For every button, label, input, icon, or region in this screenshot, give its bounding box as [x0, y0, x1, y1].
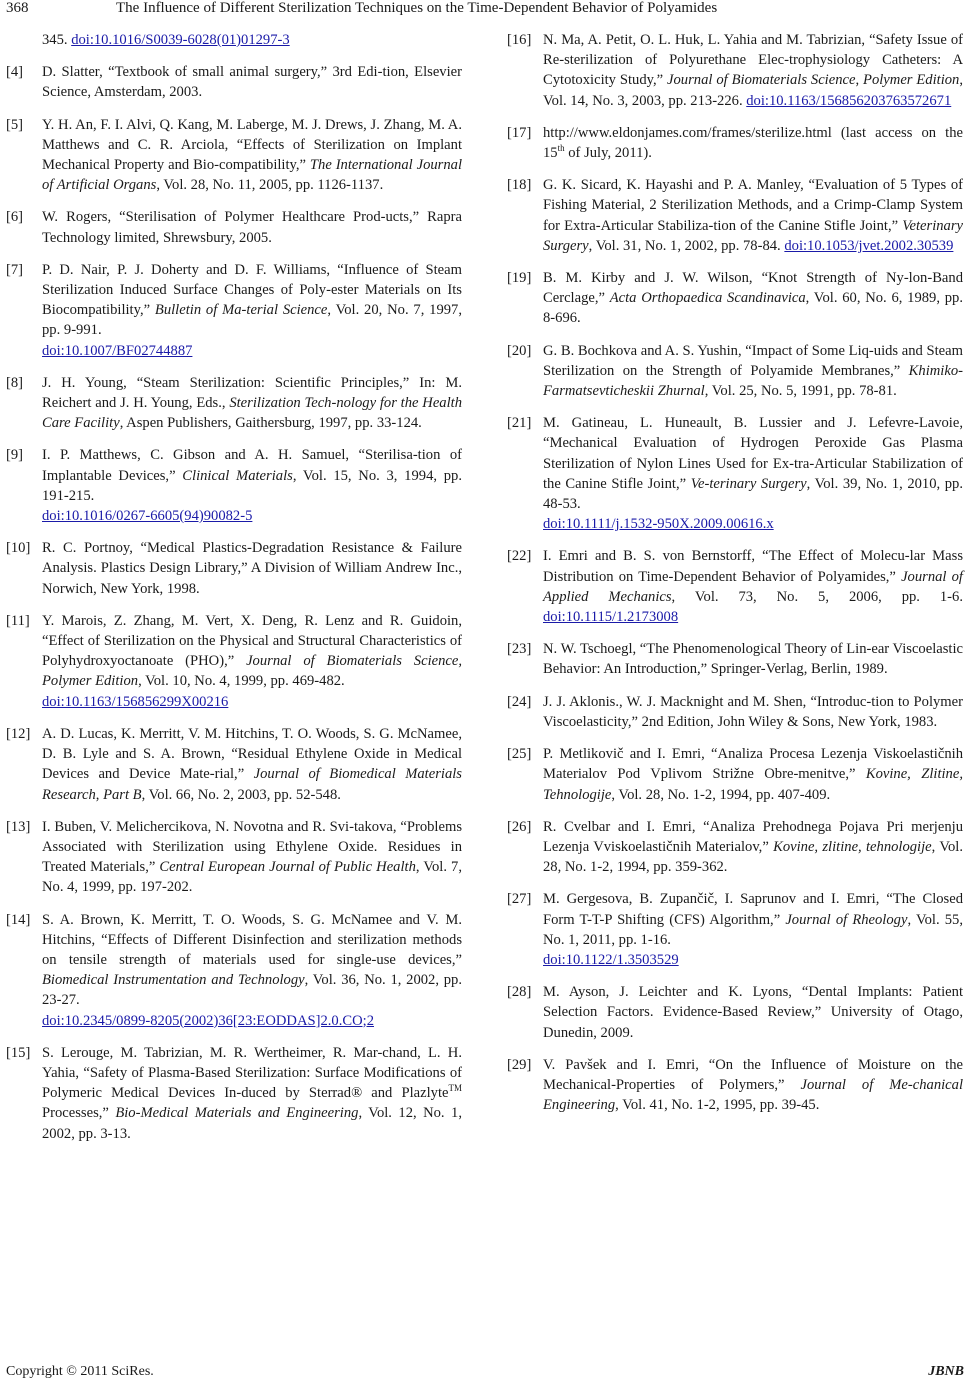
- journal-title: Bio-Medical Materials and Engineering: [115, 1105, 359, 1122]
- reference-text: M. Gergesova, B. Zupančič, I. Saprunov and I. Emri, “The Closed Form T-T-P Shifting (CFS) Algorithm,”: [543, 891, 963, 928]
- reference-text: , Vol. 28, No. 1-2, 1994, pp. 359-362.: [543, 838, 963, 876]
- reference-text: A. D. Lucas, K. Merritt, V. M. Hitchins, T. O. Woods, S. G. McNamee, D. B. Lyle and S. A. Brown, “Residual Ethylene Oxide in Medical Devices and Device Mate-rial,”: [42, 725, 462, 783]
- reference-text: G. B. Bochkova and A. S. Yushin, “Impact of Some Liq-uids and Steam Sterilization on the Strength of Polyamide Membranes,”: [543, 342, 963, 379]
- reference-15: [6, 1043, 462, 1144]
- reference-23: [507, 639, 963, 679]
- reference-text: P. Metlikovič and I. Emri, “Analiza Procesa Lezenja Viskoelastičnih Materialov Pod Vplivom Strižne Obre-menitve,”: [543, 746, 963, 783]
- reference-4: [6, 62, 462, 102]
- journal-part: Part B: [103, 786, 142, 803]
- reference-5: [6, 115, 462, 196]
- reference-number: [11]: [6, 612, 30, 629]
- reference-text: , Vol. 15, No. 3, 1994, pp. 191-215.: [42, 467, 462, 504]
- reference-text: I. Buben, V. Melichercikova, N. Novotna and R. Svi-takova, “Problems Associated with Sterilization using Ethylene Oxide. Residues in Treated Materials,”: [42, 818, 462, 876]
- reference-14: [6, 910, 462, 1031]
- reference-10: [6, 538, 462, 599]
- reference-26: [507, 817, 963, 878]
- journal-title: Acta Orthopaedica Scandinavica: [609, 290, 806, 307]
- doi-link[interactable]: doi:10.1053/jvet.2002.30539: [784, 237, 954, 254]
- reference-number: [16]: [507, 32, 532, 48]
- reference-number: [21]: [507, 415, 532, 432]
- journal-title: Journal of Biomaterials Science, Polymer Edition: [42, 653, 462, 690]
- journal-title: Bulletin of Ma-terial Science: [154, 302, 328, 319]
- journal-title: The International Journal of Artificial Organs: [42, 157, 462, 194]
- reference-text: , Vol. 28, No. 11, 2005, pp. 1126-1137.: [156, 177, 384, 194]
- doi-link[interactable]: doi:10.1122/1.3503529: [543, 951, 679, 968]
- reference-text: R. C. Portnoy, “Medical Plastics-Degradation Resistance & Failure Analysis. Plastics Design Library,” A Division of William Andrew Inc., Norwich, New York, 1998.: [42, 540, 462, 597]
- reference-text: , Vol. 28, No. 1-2, 1994, pp. 407-409.: [611, 786, 831, 803]
- journal-title: Central European Journal of Public Health: [159, 859, 416, 876]
- reference-number: [19]: [507, 270, 532, 287]
- reference-number: [17]: [507, 124, 532, 141]
- reference-number: [20]: [507, 342, 532, 359]
- reference-text: , Vol. 41, No. 1-2, 1995, pp. 39-45.: [615, 1097, 820, 1114]
- page-footer: [6, 1364, 964, 1384]
- journal-title: Khimiko-Farmatsevticheskii Zhurnal: [543, 362, 963, 400]
- reference-24: [507, 692, 963, 732]
- reference-text: , Vol. 39, No. 1, 2010, pp. 48-53.: [543, 475, 963, 513]
- reference-text: , Vol. 31, No. 1, 2002, pp. 78-84.: [588, 237, 785, 254]
- left-column: [6, 30, 462, 1156]
- trademark-superscript: TM: [448, 1083, 462, 1094]
- journal-title: Clinical Materials: [182, 467, 293, 484]
- reference-text: M. Ayson, J. Leichter and K. Lyons, “Dental Implants: Patient Selection Factors. Evidence-Based Review,” University of Otago, Dunedin, 2009.: [543, 984, 963, 1041]
- reference-number: [13]: [6, 818, 31, 835]
- journal-title: Veterinary Surgery: [543, 217, 963, 254]
- reference-number: [18]: [507, 177, 532, 194]
- journal-title: Kovine, zlitine, tehnologije: [773, 838, 932, 855]
- reference-12: [6, 724, 462, 805]
- reference-text: M. Gatineau, L. Huneault, B. Lussier and J. Lefevre-Lavoie, “Mechanical Evaluation of Hydrogen Peroxide Gas Plasma Sterilization of Nylon Lines Used for Ex-tra-Articular Stabilization of the Canine Stifle Joint,”: [543, 415, 963, 492]
- reference-text: N. W. Tschoegl, “The Phenomenological Theory of Lin-ear Viscoelastic Behavior: An Introduction,” Springer-Verlag, Berlin, 1989.: [543, 641, 963, 678]
- reference-text: , Vol. 20, No. 7, 1997, pp. 9-991.: [42, 302, 462, 339]
- reference-number: [6]: [6, 209, 24, 226]
- reference-number: [14]: [6, 911, 31, 928]
- reference-text: R. Cvelbar and I. Emri, “Analiza Prehodnega Pojava Pri merjenju Lezenja Vviskoelastičnih Materialov,”: [543, 818, 963, 855]
- reference-number: [27]: [507, 891, 532, 908]
- reference-text: , Vol. 55, No. 1, 2011, pp. 1-16.: [543, 911, 963, 948]
- reference-number: [24]: [507, 693, 532, 710]
- reference-27: [507, 889, 963, 970]
- journal-title: Journal of Rheology: [785, 911, 908, 928]
- reference-8: [6, 373, 462, 434]
- right-column: [507, 30, 963, 1127]
- page-number: 368: [6, 0, 29, 16]
- reference-text: G. K. Sicard, K. Hayashi and P. A. Manley, “Evaluation of 5 Types of Fishing Material, 2 Sterilization Methods, and a Crimp-Clamp System for Extra-Articular Stabiliza-tion of the Canine Stifle Joint,”: [543, 177, 963, 234]
- doi-link[interactable]: doi:10.1163/156856299X00216: [42, 693, 229, 710]
- reference-number: [5]: [6, 116, 24, 133]
- running-title: The Influence of Different Sterilization Techniques on the Time-Dependent Behavior of Polyamides: [116, 0, 718, 16]
- reference-29: [507, 1055, 963, 1116]
- reference-number: [10]: [6, 540, 31, 557]
- reference-text: Y. Marois, Z. Zhang, M. Vert, X. Deng, R. Lenz and R. Guidoin, “Effect of Sterilization on the Physical and Structural Characteristics of Polyhydroxyoctanoate (PHO),”: [42, 612, 462, 670]
- doi-link[interactable]: doi:10.1016/S0039-6028(01)01297-3: [71, 32, 290, 48]
- reference-text: 345.: [42, 32, 72, 48]
- reference-text: I. Emri and B. S. von Bernstorff, “The Effect of Molecu-lar Mass Distribution on Time-Dependent Behavior of Polyamides,”: [543, 548, 963, 585]
- reference-text: http://www.eldonjames.com/frames/sterilize.html (last access on the 15: [543, 124, 963, 162]
- reference-text: I. P. Matthews, C. Gibson and A. H. Samuel, “Sterilisa-tion of Implantable Devices,”: [42, 447, 462, 484]
- reference-number: [25]: [507, 746, 532, 763]
- reference-text: , Vol. 7, No. 4, 1999, pp. 197-202.: [42, 859, 462, 896]
- reference-text: , Vol. 10, No. 4, 1999, pp. 469-482.: [138, 673, 345, 690]
- reference-20: [507, 341, 963, 402]
- reference-text: , Vol. 12, No. 1, 2002, pp. 3-13.: [42, 1105, 462, 1142]
- journal-title: Kovine, Zlitine, Tehnologije: [543, 766, 963, 803]
- reference-16: [507, 30, 963, 111]
- reference-text: , Vol. 66, No. 2, 2003, pp. 52-548.: [141, 786, 341, 803]
- doi-link[interactable]: doi:10.2345/0899-8205(2002)36[23:EODDAS]2.0.CO;2: [42, 1012, 374, 1029]
- reference-text: , Vol. 36, No. 1, 2002, pp. 23-27.: [42, 972, 462, 1009]
- reference-3-continued: [6, 30, 462, 50]
- reference-text: Processes,”: [42, 1105, 116, 1122]
- reference-text: J. H. Young, “Steam Sterilization: Scientific Principles,” In: M. Reichert and J. H. Young, Eds.,: [42, 374, 462, 412]
- journal-title: Journal of Me-chanical Engineering: [543, 1076, 964, 1114]
- reference-9: [6, 445, 462, 526]
- reference-number: [29]: [507, 1056, 532, 1073]
- reference-22: [507, 546, 963, 627]
- page-header: [0, 0, 967, 22]
- reference-13: [6, 817, 462, 898]
- journal-edition: Polymer Edition: [863, 72, 960, 89]
- doi-link[interactable]: doi:10.1007/BF02744887: [42, 342, 193, 359]
- reference-19: [507, 268, 963, 329]
- reference-text: S. A. Brown, K. Merritt, T. O. Woods, S. G. McNamee and V. M. Hitchins, “Effects of Different Disinfection and sterilization methods on tensile strength of materials used for single-use devices,”: [42, 911, 462, 968]
- journal-title: Journal of Biomedical Materials Research: [42, 766, 462, 803]
- reference-text: , Vol. 73, No. 5, 2006, pp. 1-6.: [671, 588, 963, 605]
- reference-text: J. J. Aklonis., W. J. Macknight and M. Shen, “Introduc-tion to Polymer Viscoelasticity,” 2nd Edition, John Wiley & Sons, New York, 1983.: [543, 693, 963, 730]
- reference-number: [23]: [507, 641, 532, 658]
- reference-text: Y. H. An, F. I. Alvi, Q. Kang, M. Laberge, M. J. Drews, J. Zhang, M. A. Matthews and C. R. Arciola, “Effects of Sterilization on Implant Mechanical Property and Bio-compatibility,”: [42, 116, 462, 174]
- journal-title: Ve-terinary Surgery: [690, 475, 807, 492]
- reference-number: [7]: [6, 261, 24, 278]
- reference-text: V. Pavšek and I. Emri, “On the Influence of Moisture on the Mechanical-Properties of Polymers,”: [543, 1056, 963, 1093]
- reference-number: [28]: [507, 984, 532, 1001]
- reference-number: [26]: [507, 818, 532, 835]
- book-title: Sterilization Tech-nology for the Health Care Facility: [42, 395, 463, 432]
- reference-text: , Aspen Publishers, Gaithersburg, 1997, pp. 33-124.: [119, 415, 422, 432]
- reference-7: [6, 260, 462, 361]
- reference-28: [507, 982, 963, 1043]
- reference-21: [507, 413, 963, 534]
- reference-number: [12]: [6, 725, 31, 742]
- doi-link[interactable]: doi:10.1163/156856203763572671: [746, 92, 952, 109]
- reference-text: P. D. Nair, P. J. Doherty and D. F. Williams, “Influence of Steam Sterilization Induced Surface Changes of Poly-ester Materials on Its Biocompatibility,”: [42, 261, 462, 319]
- reference-11: [6, 611, 462, 712]
- reference-text: of July, 2011).: [564, 145, 652, 162]
- journal-title: Journal of Biomaterials Science: [667, 72, 856, 89]
- reference-text: D. Slatter, “Textbook of small animal surgery,” 3rd Edi-tion, Elsevier Science, Amsterdam, 2003.: [42, 64, 462, 101]
- copyright-notice: Copyright © 2011 SciRes.: [6, 1364, 154, 1379]
- reference-17: [507, 123, 963, 163]
- reference-25: [507, 744, 963, 805]
- reference-number: [4]: [6, 64, 24, 81]
- reference-text: B. M. Kirby and J. W. Wilson, “Knot Strength of Ny-lon-Band Cerclage,”: [543, 270, 963, 307]
- journal-title: Journal of Applied Mechanics: [543, 568, 963, 605]
- reference-text: S. Lerouge, M. Tabrizian, M. R. Wertheimer, R. Mar-chand, L. H. Yahia, “Safety of Plasma-Based Sterilization: Surface Modifications of Polymeric Medical Devices In-duced by Sterrad® and Plazlyte: [42, 1044, 462, 1102]
- reference-number: [15]: [6, 1044, 31, 1061]
- reference-text: , Vol. 60, No. 6, 1989, pp. 8-696.: [543, 290, 963, 327]
- reference-number: [8]: [6, 374, 24, 391]
- journal-title: Biomedical Instrumentation and Technology: [42, 972, 305, 989]
- reference-18: [507, 175, 963, 256]
- reference-text: N. Ma, A. Petit, O. L. Huk, L. Yahia and M. Tabrizian, “Safety Issue of Re-sterilization of Polyurethane Elec-trophysiology Catheters: A Cytotoxicity Study,”: [543, 32, 963, 89]
- reference-text: , Vol. 14, No. 3, 2003, pp. 213-226.: [543, 72, 964, 109]
- reference-number: [9]: [6, 447, 24, 464]
- reference-text: ,: [855, 72, 864, 89]
- journal-abbreviation: JBNB: [928, 1364, 964, 1379]
- reference-6: [6, 207, 462, 247]
- reference-number: [22]: [507, 548, 532, 565]
- reference-text: ,: [95, 786, 104, 803]
- reference-text: W. Rogers, “Sterilisation of Polymer Healthcare Prod-ucts,” Rapra Technology limited, Shrewsbury, 2005.: [42, 209, 462, 246]
- ordinal-superscript: th: [557, 143, 565, 154]
- doi-link[interactable]: doi:10.1111/j.1532-950X.2009.00616.x: [543, 516, 774, 533]
- reference-text: , Vol. 25, No. 5, 1991, pp. 78-81.: [704, 383, 897, 400]
- doi-link[interactable]: doi:10.1016/0267-6605(94)90082-5: [42, 508, 253, 525]
- doi-link[interactable]: doi:10.1115/1.2173008: [543, 609, 679, 626]
